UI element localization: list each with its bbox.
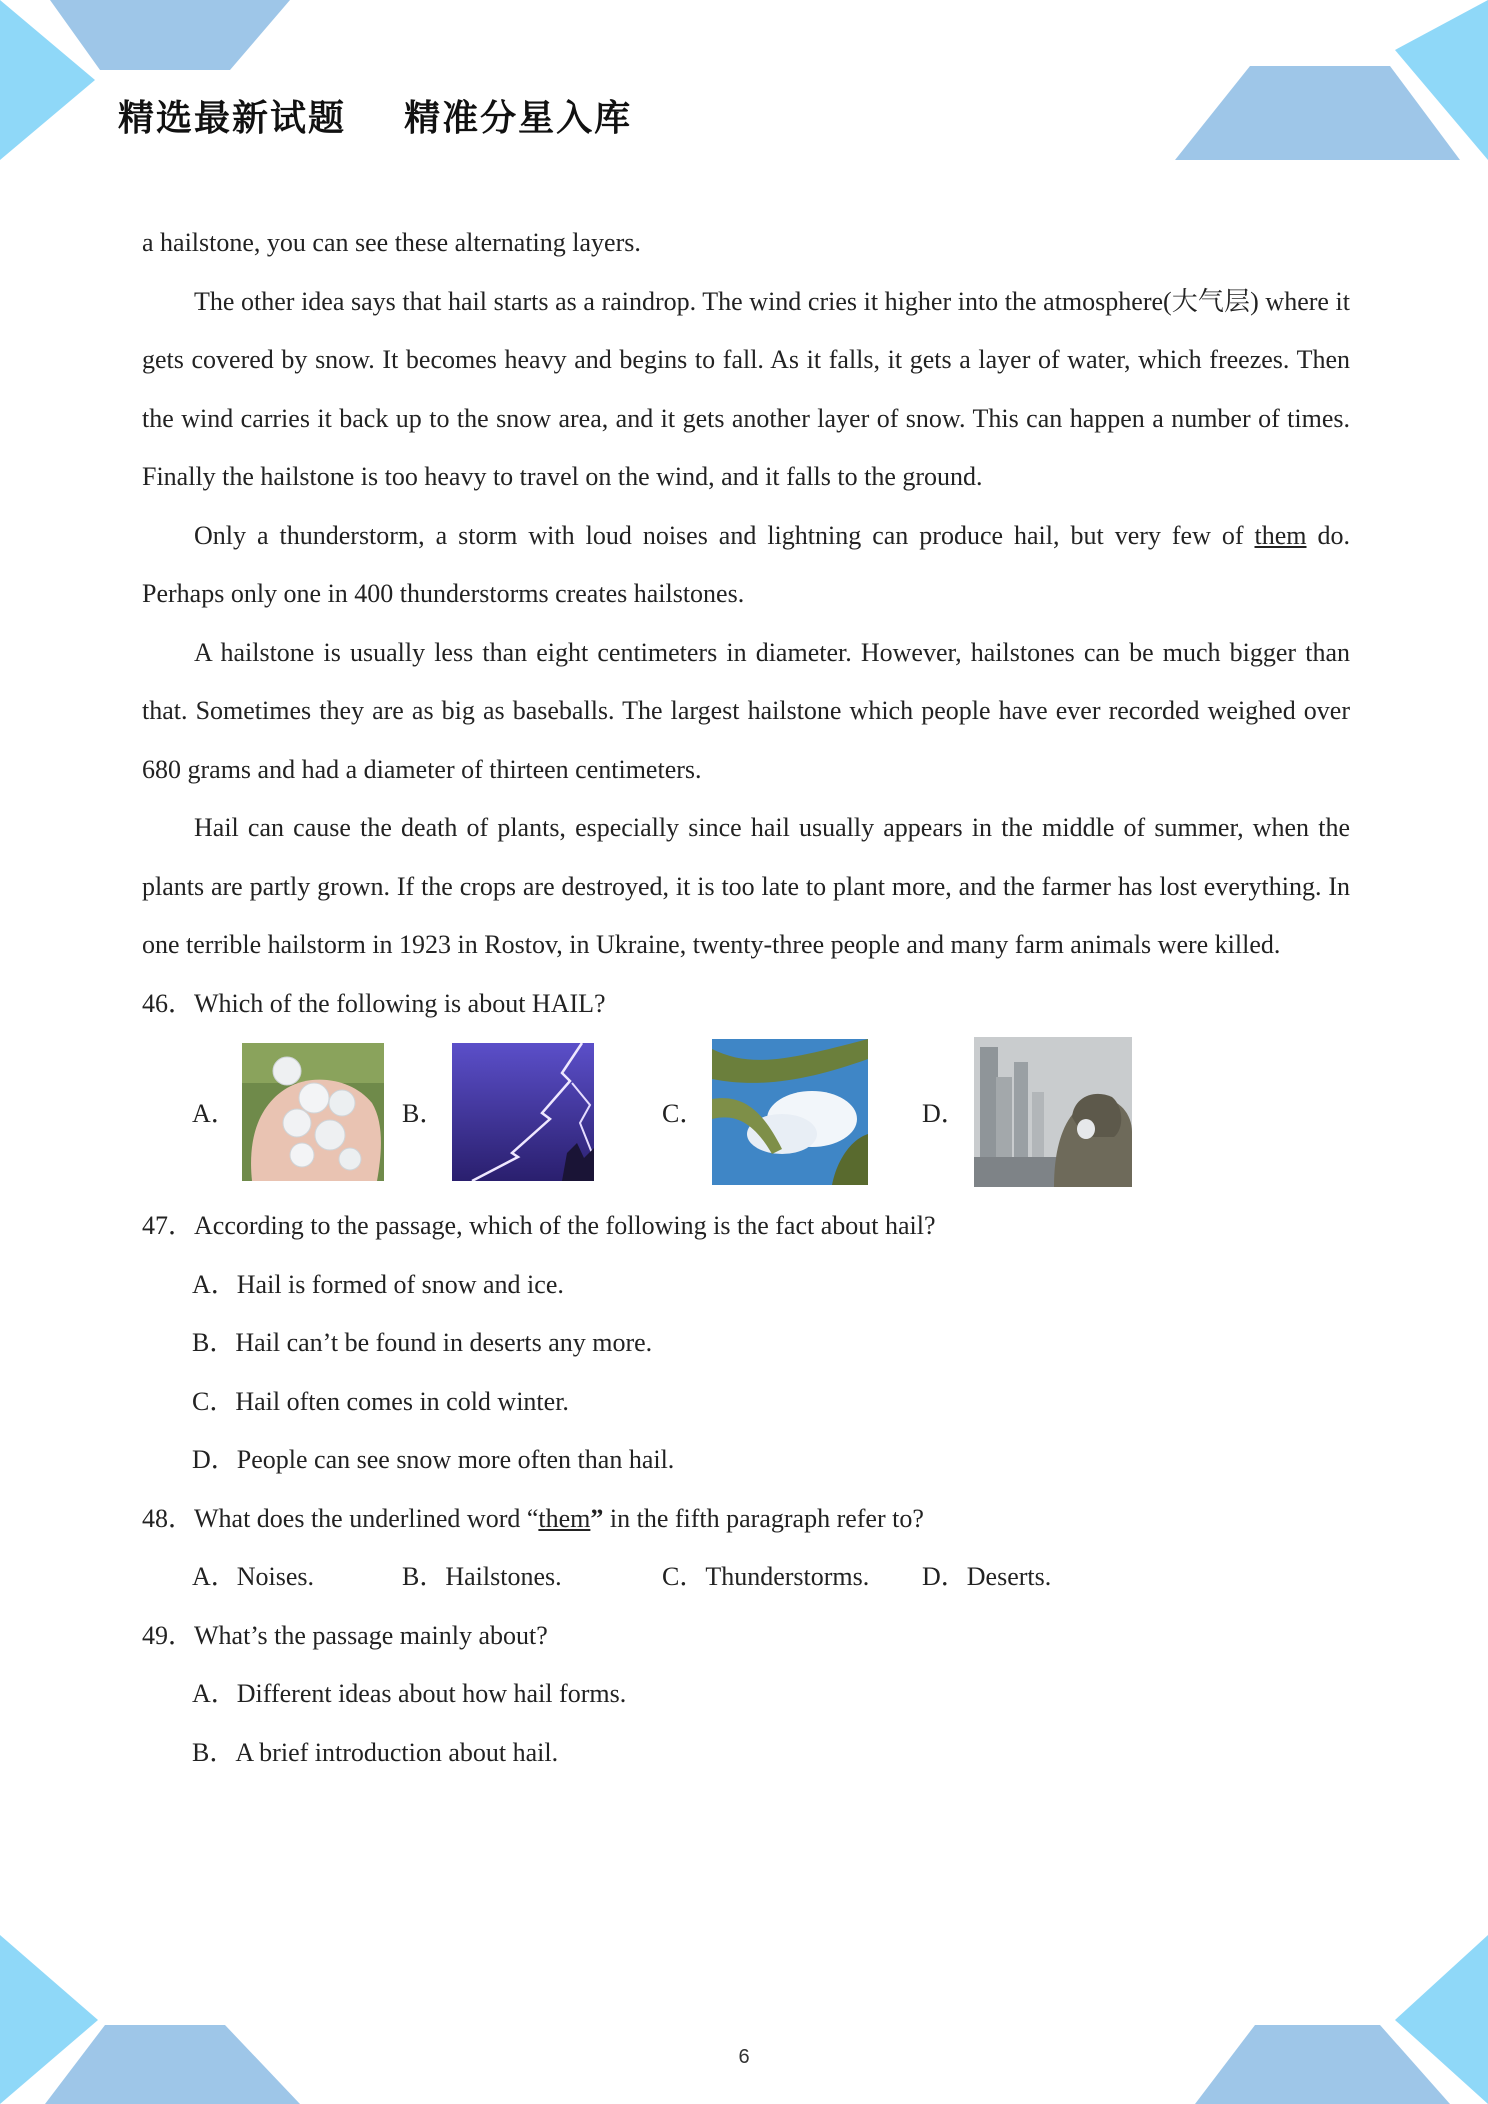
smog-mask-person-image[interactable]: [974, 1037, 1132, 1187]
q47-option-d[interactable]: D．People can see snow more often than hail.: [192, 1445, 675, 1474]
option-b-label: B．: [402, 1099, 446, 1128]
paragraph-text: do. Perhaps only one in 400 thunderstorms creates hailstones.: [142, 520, 1350, 608]
top-left-trapezoid: [50, 0, 290, 70]
passage-paragraph: Hail can cause the death of plants, especially since hail usually appears in the middle of summer, when the plants are partly grown. If the crops are destroyed, it is too late to plant more, and the farmer has lost everything. In one terrible hailstorm in 1923 in Rostov, in Ukraine, twenty-three people and many farm animals were killed.: [142, 813, 1350, 959]
underlined-word: them: [1254, 520, 1307, 550]
question-46: 46．Which of the following is about HAIL?: [142, 988, 606, 1018]
closing-quote: ”: [590, 1503, 604, 1533]
question-48: [142, 1490, 1350, 1549]
passage-paragraph: [142, 507, 1350, 624]
header-title: 精选最新试题 精准分星入库: [118, 98, 633, 139]
q47-option-a[interactable]: A．Hail is formed of snow and ice.: [192, 1269, 564, 1299]
q46-image-options: [142, 1037, 1350, 1197]
paragraph-text: Only a thunderstorm, a storm with loud noises and lightning can produce hail, but very few of: [194, 520, 1255, 550]
underlined-word: them: [538, 1503, 591, 1533]
passage-paragraph: a hailstone, you can see these alternating layers.: [142, 228, 641, 257]
q49-option-a[interactable]: A．Different ideas about how hail forms.: [192, 1679, 627, 1708]
question-text: in the fifth paragraph refer to?: [603, 1503, 924, 1533]
passage-paragraph: The other idea says that hail starts as a raindrop. The wind cries it higher into the atmosphere(大气层) where it gets covered by snow. It becomes heavy and begins to fall. As it falls, it gets a layer of water, which freezes. Then the wind carries it back up to the snow area, and it gets another layer of snow. This can happen a number of times. Finally the hailstone is too heavy to travel on the wind, and it falls to the ground.: [142, 286, 1350, 491]
q47-option-c[interactable]: C．Hail often comes in cold winter.: [192, 1386, 569, 1416]
q48-option-d[interactable]: D．Deserts.: [922, 1562, 1052, 1591]
question-text: 48．What does the underlined word “: [142, 1503, 539, 1533]
q48-option-b[interactable]: B．Hailstones.: [402, 1562, 562, 1591]
hailstones-in-hand-image[interactable]: [242, 1043, 384, 1181]
q48-options: [142, 1548, 1350, 1607]
q48-option-c[interactable]: C．Thunderstorms.: [662, 1562, 870, 1591]
question-49: 49．What’s the passage mainly about?: [142, 1620, 548, 1650]
exam-content: [142, 214, 1350, 1782]
question-47: 47．According to the passage, which of the following is the fact about hail?: [142, 1211, 936, 1240]
option-c-label: C．: [662, 1099, 706, 1128]
option-d-label: D．: [922, 1099, 967, 1128]
windy-tree-sky-image[interactable]: [712, 1039, 868, 1185]
q49-option-b[interactable]: B．A brief introduction about hail.: [192, 1737, 559, 1767]
q48-option-a[interactable]: A．Noises.: [192, 1562, 315, 1591]
option-a-label: A．: [192, 1099, 237, 1128]
q47-option-b[interactable]: B．Hail can’t be found in deserts any more.: [192, 1328, 653, 1357]
passage-paragraph: A hailstone is usually less than eight centimeters in diameter. However, hailstones can be much bigger than that. Sometimes they are as big as baseballs. The largest hailstone which people have ever recorded weighed over 680 grams and had a diameter of thirteen centimeters.: [142, 637, 1350, 784]
top-right-trapezoid: [1175, 66, 1460, 160]
page-number: 6: [738, 2046, 750, 2068]
lightning-image[interactable]: [452, 1043, 594, 1181]
